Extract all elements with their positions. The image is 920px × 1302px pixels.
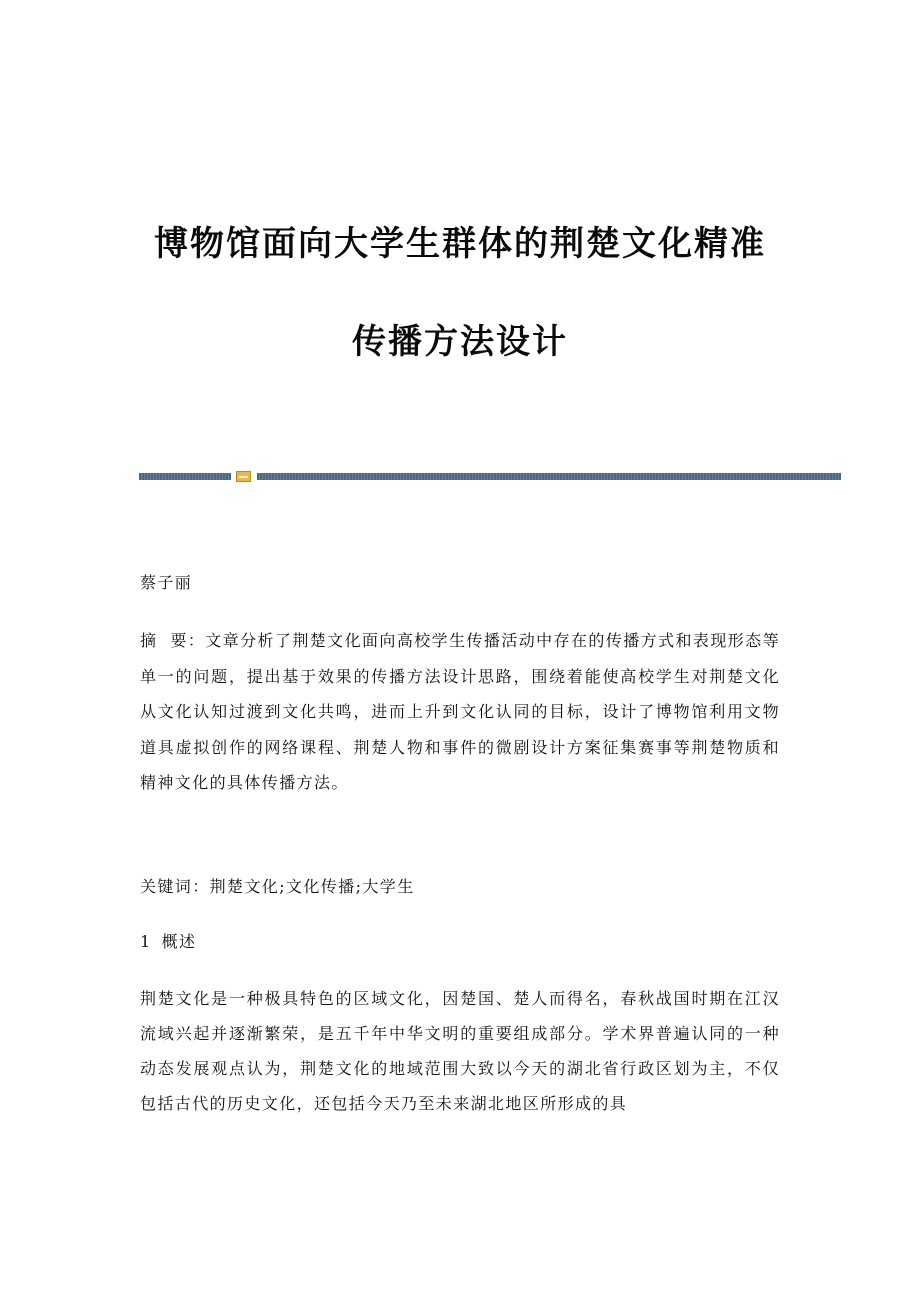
abstract-text: 文章分析了荆楚文化面向高校学生传播活动中存在的传播方式和表现形态等单一的问题，提出基于效果的传播方法设计思路，围绕着能使高校学生对荆楚文化从文化认知过渡到文化共鸣，进而上升到文化认同的目标，设计了博物馆利用文物道具虚拟创作的网络课程、荆楚人物和事件的微剧设计方案征集赛事等荆楚物质和精神文化的具体传播方法。 xyxy=(140,631,780,792)
author-name: 蔡子丽 xyxy=(140,573,193,592)
divider-bar-right xyxy=(257,473,841,480)
title-divider xyxy=(139,471,841,481)
keywords-line xyxy=(140,874,780,897)
page-title-line-1: 博物馆面向大学生群体的荆楚文化精准 xyxy=(154,224,766,264)
section-heading xyxy=(140,929,780,952)
intro-paragraph: 荆楚文化是一种极具特色的区域文化，因楚国、楚人而得名，春秋战国时期在江汉流域兴起并逐渐繁荣，是五千年中华文明的重要组成部分。学术界普遍认同的一种动态发展观点认为，荆楚文化的地域范围大致以今天的湖北省行政区划为主，不仅包括古代的历史文化，还包括今天乃至未来湖北地区所形成的具 xyxy=(140,989,780,1113)
keywords-label: 关键词： xyxy=(140,877,210,896)
divider-ornament-icon xyxy=(236,471,251,482)
keywords-text: 荆楚文化;文化传播;大学生 xyxy=(209,877,415,896)
divider-bar-left xyxy=(139,473,231,480)
abstract-paragraph xyxy=(140,623,780,801)
abstract-label: 摘 要： xyxy=(140,631,206,650)
section-title: 概述 xyxy=(161,932,197,951)
section-number: 1 xyxy=(140,932,152,951)
page-title-line-2: 传播方法设计 xyxy=(352,322,568,362)
